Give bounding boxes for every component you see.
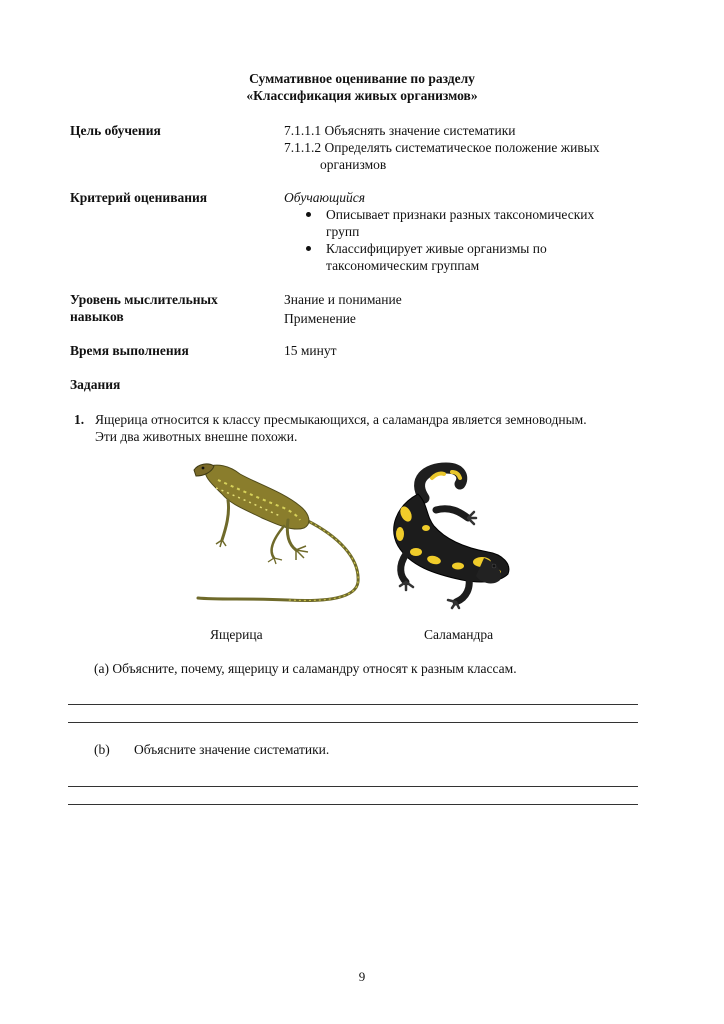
task-part-a: (a) Объясните, почему, ящерицу и саламандру относят к разным классам.: [94, 661, 517, 676]
salamander-image: [376, 462, 526, 612]
criteria-item-2: Классифицирует живые организмы по: [326, 241, 547, 256]
bullet-icon: [306, 246, 311, 251]
title-line-1: Суммативное оценивание по разделу: [249, 71, 475, 86]
answer-line[interactable]: [68, 786, 638, 787]
page-number: 9: [358, 969, 366, 984]
criteria-label: Критерий оценивания: [70, 190, 208, 205]
lizard-caption: Ящерица: [210, 627, 263, 642]
goal-item-2: 7.1.1.2 Определять систематическое положение живых: [284, 140, 600, 155]
skills-item-2: Применение: [284, 311, 356, 326]
goal-item-1: 7.1.1.1 Объяснять значение систематики: [284, 123, 516, 138]
answer-line[interactable]: [68, 804, 638, 805]
skills-label-1: Уровень мыслительных: [70, 292, 218, 307]
criteria-item-1: Описывает признаки разных таксономических: [326, 207, 595, 222]
lizard-image: [188, 458, 378, 608]
title-line-2: «Классификация живых организмов»: [246, 88, 478, 103]
task-number: 1.: [74, 412, 85, 427]
criteria-item-1-cont: групп: [326, 224, 360, 239]
answer-line[interactable]: [68, 704, 638, 705]
task1-line-1: Ящерица относится к классу пресмыкающихся, а саламандра является земноводным.: [95, 412, 587, 427]
criteria-item-2-cont: таксономическим группам: [326, 258, 480, 273]
answer-line[interactable]: [68, 722, 638, 723]
time-label: Время выполнения: [70, 343, 189, 358]
salamander-caption: Саламандра: [424, 627, 494, 642]
skills-item-1: Знание и понимание: [284, 292, 402, 307]
goal-label: Цель обучения: [70, 123, 161, 138]
task-part-b: Объясните значение систематики.: [134, 742, 330, 757]
task-part-b-label: (b): [94, 742, 110, 757]
time-value: 15 минут: [284, 343, 337, 358]
criteria-heading: Обучающийся: [284, 190, 366, 205]
task1-line-2: Эти два животных внешне похожи.: [95, 429, 298, 444]
tasks-heading: Задания: [70, 377, 121, 392]
skills-label-2: навыков: [70, 309, 124, 324]
goal-item-2-cont: организмов: [320, 157, 387, 172]
bullet-icon: [306, 212, 311, 217]
